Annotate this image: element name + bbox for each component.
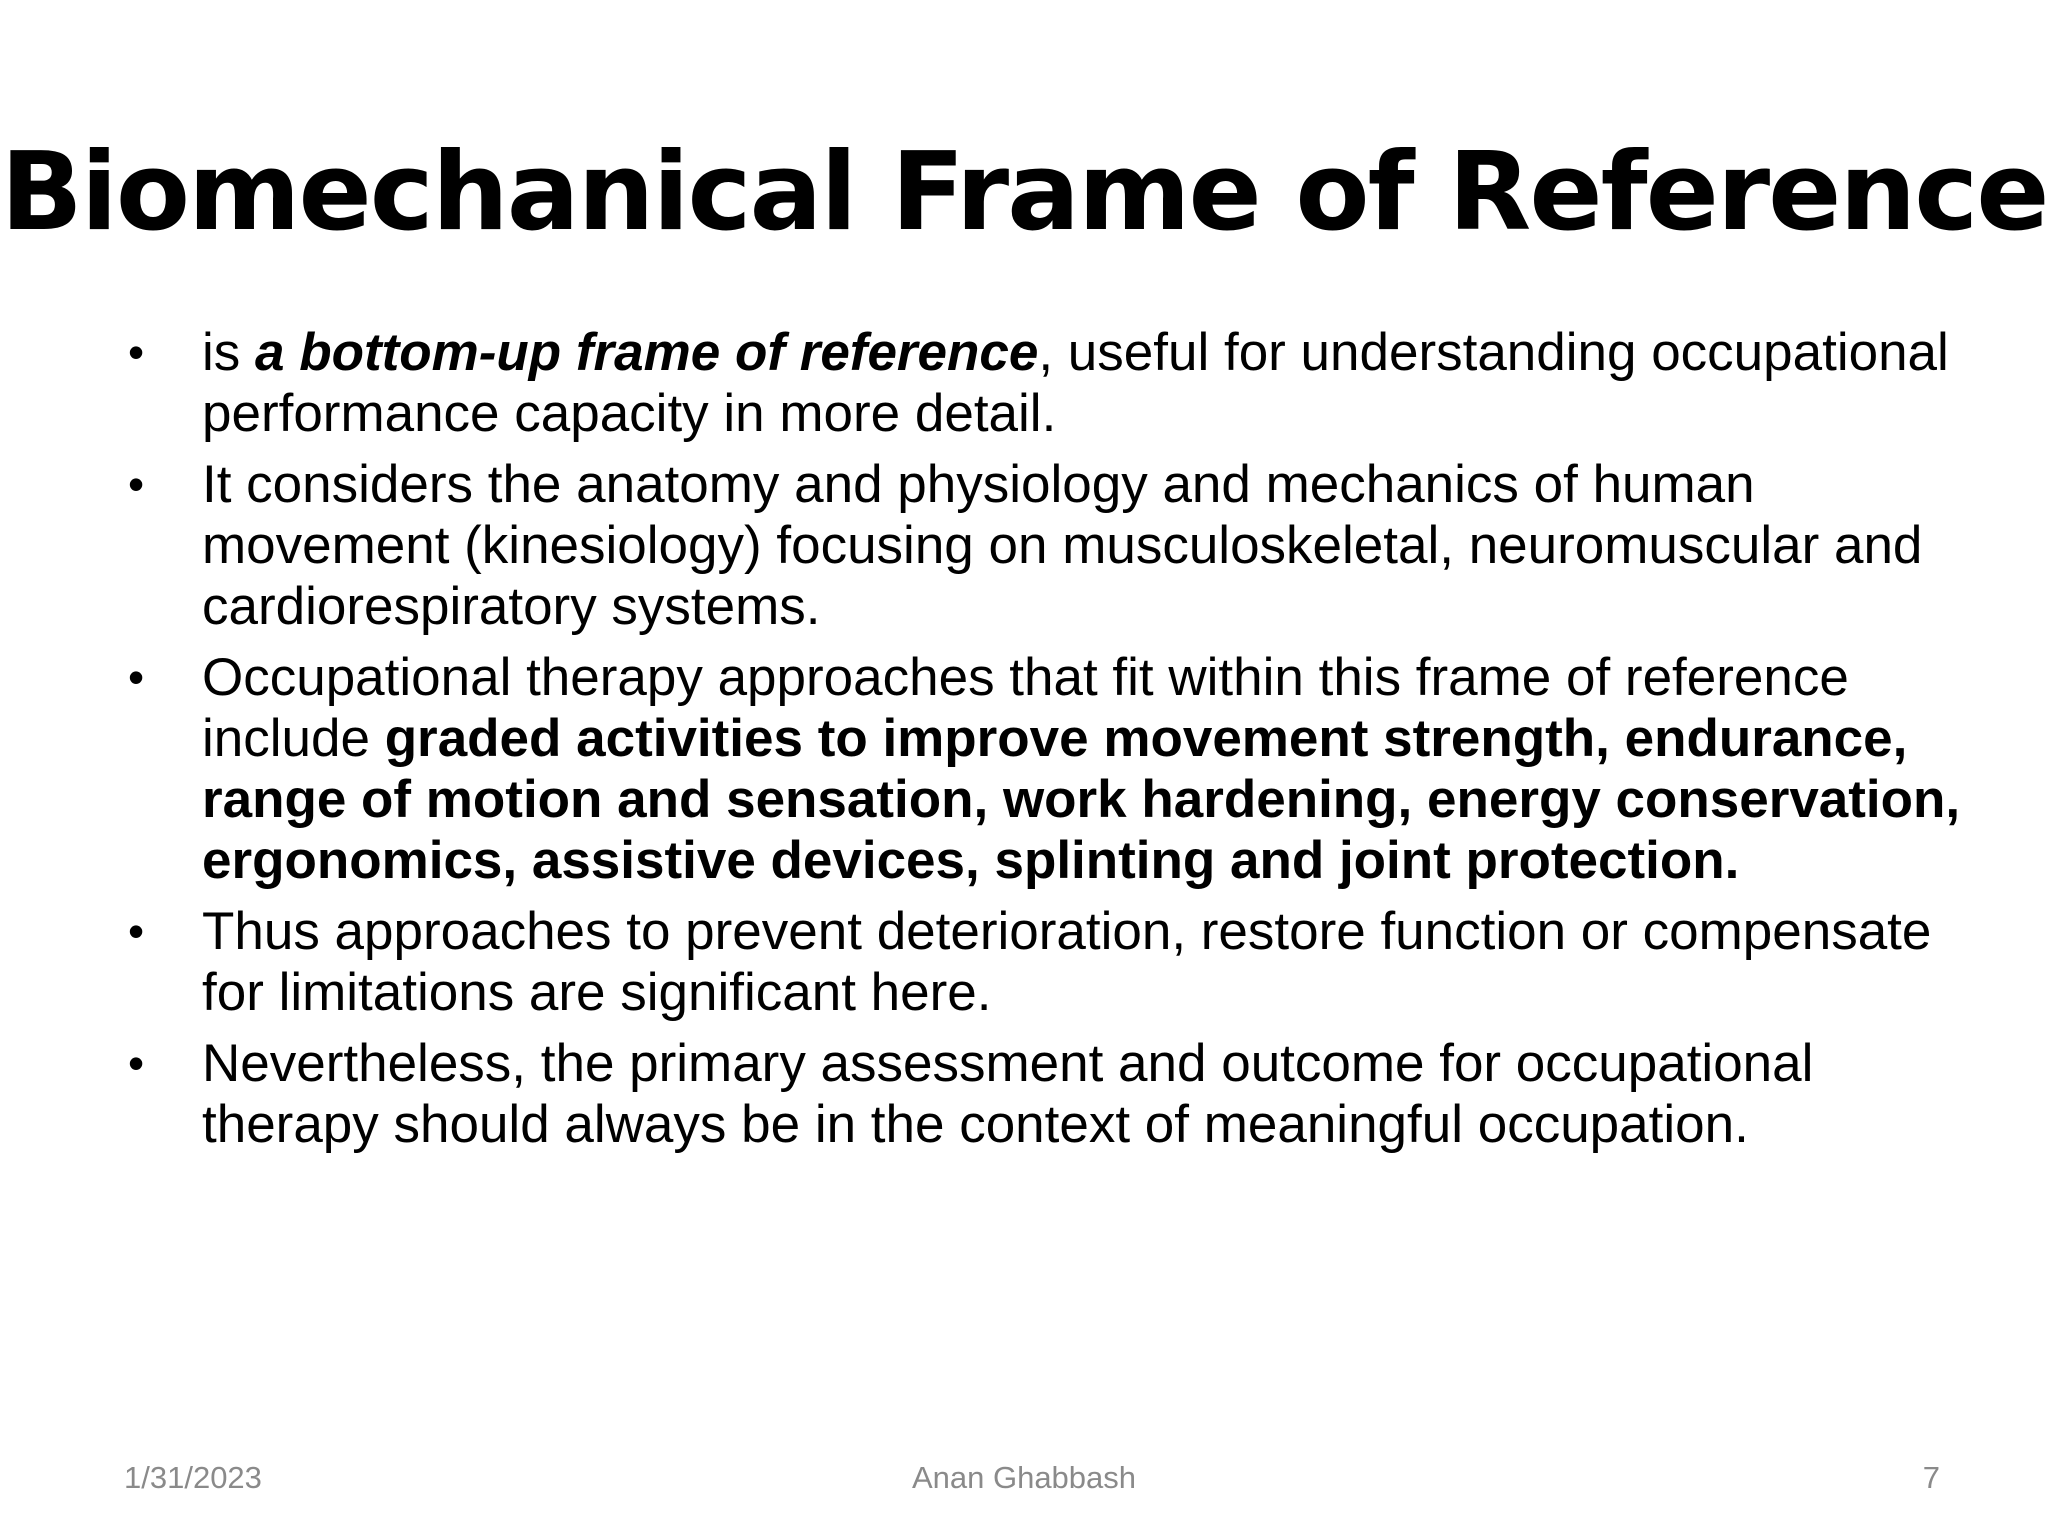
bullet-item [128,1033,1968,1155]
footer-author: Anan Ghabbash [911,1460,1137,1495]
footer-page-number: 7 [1922,1460,1940,1495]
footer-date: 1/31/2023 [124,1460,262,1495]
bullet-item [128,647,1968,891]
bullet-text: Nevertheless, the primary assessment and outcome for occupational therapy should always be in the context of meaningful occupation. [202,1034,1814,1154]
bullet-marker: • [128,905,145,957]
bullet-emphasis: a bottom-up frame of reference [255,323,1039,382]
bullet-marker: • [128,326,145,378]
bullet-marker: • [128,651,145,703]
bullet-text: Thus approaches to prevent deterioration, restore function or compensate for limitations are significant here. [202,902,1932,1022]
slide-title: Biomechanical Frame of Reference [0,130,2048,255]
bullet-item [128,454,1968,637]
bullet-text: , useful for understanding occupational performance capacity in more detail. [202,323,1949,443]
bullet-item [128,322,1968,444]
bullet-item [128,901,1968,1023]
bullet-text: is [202,323,255,382]
bullet-text: It considers the anatomy and physiology and mechanics of human movement (kinesiology) focusing on musculoskeletal, neuromuscular and cardiorespiratory systems. [202,455,1923,636]
bullet-marker: • [128,1037,145,1089]
bullet-list [128,322,1968,1165]
bullet-text: Occupational therapy approaches that fit within this frame of reference include [202,648,1849,768]
bullet-bold-text: graded activities to improve movement strength, endurance, range of motion and sensation, work hardening, energy conservation, ergonomics, assistive devices, splinting and joint protection. [202,709,1961,890]
bullet-marker: • [128,458,145,510]
